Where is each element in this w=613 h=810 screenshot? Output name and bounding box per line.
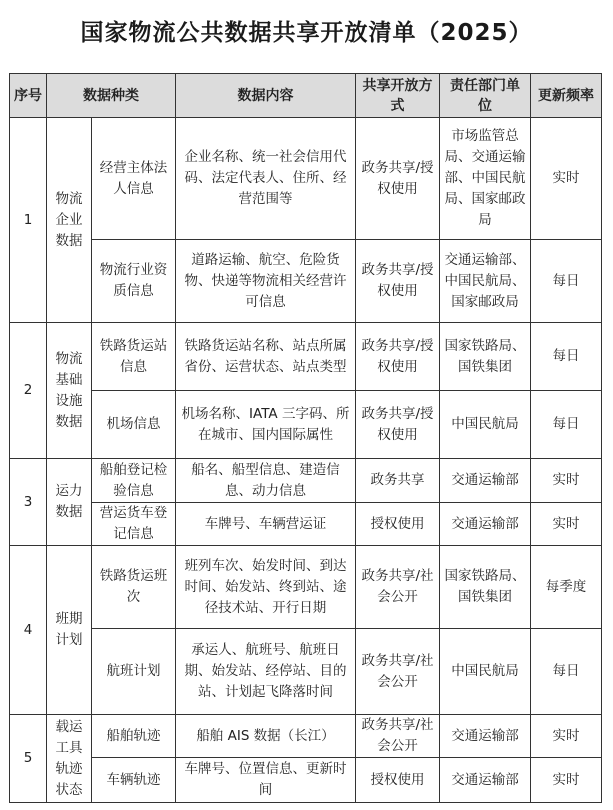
group-category: 运力数据 [47, 459, 92, 546]
department-cell: 市场监管总局、交通运输部、中国民航局、国家邮政局 [440, 118, 531, 240]
department-cell: 中国民航局 [440, 391, 531, 459]
group-index: 5 [10, 715, 47, 803]
share-mode-cell: 政务共享/社会公开 [356, 629, 440, 715]
content-cell: 车牌号、车辆营运证 [176, 503, 356, 546]
subcategory-cell: 经营主体法人信息 [92, 118, 176, 240]
content-cell: 车牌号、位置信息、更新时间 [176, 758, 356, 803]
department-cell: 国家铁路局、国铁集团 [440, 546, 531, 629]
content-cell: 班列车次、始发时间、到达时间、始发站、终到站、途径技术站、开行日期 [176, 546, 356, 629]
subcategory-cell: 铁路货运班次 [92, 546, 176, 629]
group-category: 物流基础设施数据 [47, 323, 92, 459]
table-row [10, 629, 602, 715]
header-share-mode: 共享开放方式 [356, 74, 440, 118]
subcategory-cell: 营运货车登记信息 [92, 503, 176, 546]
department-cell: 交通运输部 [440, 503, 531, 546]
share-mode-cell: 政务共享/授权使用 [356, 240, 440, 323]
share-mode-cell: 政务共享/社会公开 [356, 546, 440, 629]
share-mode-cell: 授权使用 [356, 503, 440, 546]
share-mode-cell: 政务共享/授权使用 [356, 323, 440, 391]
department-cell: 交通运输部 [440, 758, 531, 803]
content-cell: 道路运输、航空、危险货物、快递等物流相关经营许可信息 [176, 240, 356, 323]
group-index: 2 [10, 323, 47, 459]
header-row [10, 74, 602, 118]
header-content: 数据内容 [176, 74, 356, 118]
content-cell: 船名、船型信息、建造信息、动力信息 [176, 459, 356, 503]
header-frequency: 更新频率 [531, 74, 602, 118]
table-row [10, 546, 602, 629]
table-row [10, 503, 602, 546]
table-row [10, 391, 602, 459]
department-cell: 交通运输部 [440, 715, 531, 758]
subcategory-cell: 航班计划 [92, 629, 176, 715]
data-list-table [9, 73, 602, 803]
header-index: 序号 [10, 74, 47, 118]
content-cell: 机场名称、IATA 三字码、所在城市、国内国际属性 [176, 391, 356, 459]
subcategory-cell: 船舶登记检验信息 [92, 459, 176, 503]
frequency-cell: 实时 [531, 715, 602, 758]
table-row [10, 323, 602, 391]
share-mode-cell: 政务共享 [356, 459, 440, 503]
frequency-cell: 实时 [531, 459, 602, 503]
table-row [10, 118, 602, 240]
frequency-cell: 实时 [531, 503, 602, 546]
table-row [10, 758, 602, 803]
content-cell: 企业名称、统一社会信用代码、法定代表人、住所、经营范围等 [176, 118, 356, 240]
frequency-cell: 每日 [531, 391, 602, 459]
frequency-cell: 每日 [531, 629, 602, 715]
subcategory-cell: 铁路货运站信息 [92, 323, 176, 391]
department-cell: 中国民航局 [440, 629, 531, 715]
group-index: 4 [10, 546, 47, 715]
frequency-cell: 每日 [531, 240, 602, 323]
page-title: 国家物流公共数据共享开放清单（2025） [80, 20, 533, 46]
share-mode-cell: 授权使用 [356, 758, 440, 803]
subcategory-cell: 船舶轨迹 [92, 715, 176, 758]
subcategory-cell: 机场信息 [92, 391, 176, 459]
content-cell: 承运人、航班号、航班日期、始发站、经停站、目的站、计划起飞降落时间 [176, 629, 356, 715]
table-row [10, 459, 602, 503]
frequency-cell: 每季度 [531, 546, 602, 629]
department-cell: 交通运输部 [440, 459, 531, 503]
share-mode-cell: 政务共享/授权使用 [356, 391, 440, 459]
content-cell: 船舶 AIS 数据（长江） [176, 715, 356, 758]
content-cell: 铁路货运站名称、站点所属省份、运营状态、站点类型 [176, 323, 356, 391]
share-mode-cell: 政务共享/授权使用 [356, 118, 440, 240]
department-cell: 国家铁路局、国铁集团 [440, 323, 531, 391]
department-cell: 交通运输部、中国民航局、国家邮政局 [440, 240, 531, 323]
header-department: 责任部门单位 [440, 74, 531, 118]
frequency-cell: 实时 [531, 758, 602, 803]
table-row [10, 240, 602, 323]
group-category: 载运工具轨迹状态 [47, 715, 92, 803]
subcategory-cell: 车辆轨迹 [92, 758, 176, 803]
group-category: 班期计划 [47, 546, 92, 715]
subcategory-cell: 物流行业资质信息 [92, 240, 176, 323]
share-mode-cell: 政务共享/社会公开 [356, 715, 440, 758]
frequency-cell: 每日 [531, 323, 602, 391]
group-index: 1 [10, 118, 47, 323]
group-index: 3 [10, 459, 47, 546]
table-row [10, 715, 602, 758]
frequency-cell: 实时 [531, 118, 602, 240]
header-category: 数据种类 [47, 74, 176, 118]
group-category: 物流企业数据 [47, 118, 92, 323]
